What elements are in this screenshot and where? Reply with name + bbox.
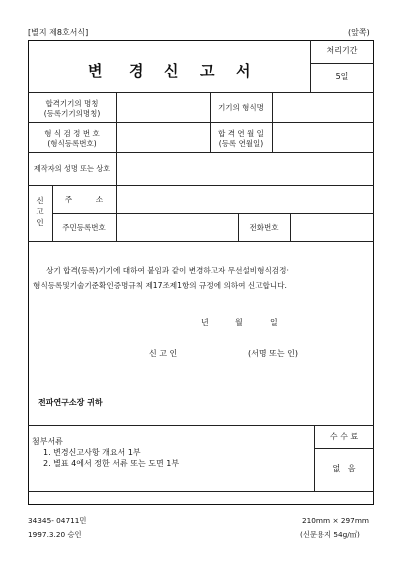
attachment-item: 1. 변경신고사항 개요서 1부: [43, 448, 141, 457]
product-name-label: 합격기기의 명칭 (등록기기의명칭): [43, 99, 101, 118]
paper-size: 210mm × 297mm: [302, 516, 370, 525]
maker-name-label: 제작자의 성명 또는 상호: [33, 164, 111, 173]
date-month-label: 월: [235, 318, 243, 327]
divider: [28, 425, 374, 426]
model-name-label: 기기의 형식명: [218, 103, 264, 112]
title-char: 신: [164, 62, 179, 80]
title-char: 경: [129, 62, 144, 80]
resident-number-label: 주민등록번호: [62, 223, 106, 232]
model-name-field[interactable]: [273, 93, 373, 121]
approval-date-note: 1997.3.20 승인: [28, 530, 82, 539]
fee-value: 없 음: [332, 464, 356, 473]
phone-label: 전화번호: [249, 223, 279, 232]
title-char: 고: [200, 62, 215, 80]
processing-period-label: 처리기간: [326, 46, 358, 55]
form-number-label: [별지 제8호서식]: [28, 28, 89, 37]
address-field[interactable]: [117, 186, 373, 212]
fee-label: 수 수 료: [329, 432, 359, 441]
document-number: 34345- 04711민: [28, 516, 87, 525]
divider: [314, 448, 374, 449]
attachments-heading: 첨부서류: [32, 437, 63, 446]
phone-field[interactable]: [291, 214, 373, 240]
divider: [310, 63, 374, 64]
divider: [28, 241, 374, 242]
signature-field[interactable]: [188, 345, 244, 359]
page-side-label: (앞쪽): [348, 28, 370, 37]
product-name-field[interactable]: [117, 93, 209, 121]
paper-type: (신문용지 54g/㎡): [300, 530, 360, 539]
statement-line-2: 형식등록및기술기준확인증명규칙 제17조제1항의 규정에 의하여 신고합니다.: [33, 281, 287, 290]
title-char: 변: [88, 62, 103, 80]
applicant-signature-label: 신 고 인: [149, 349, 178, 358]
title-char: 서: [236, 62, 251, 80]
date-year-label: 년: [201, 318, 209, 327]
approval-date-field[interactable]: [273, 123, 373, 151]
divider: [28, 491, 374, 492]
processing-period-value: 5일: [335, 72, 349, 81]
approval-number-field[interactable]: [117, 123, 209, 151]
recipient-label: 전파연구소장 귀하: [38, 398, 103, 407]
maker-name-field[interactable]: [117, 153, 373, 184]
applicant-group-label: 신 고 인: [36, 196, 44, 227]
attachment-item: 2. 별표 4에서 정한 서류 또는 도면 1부: [43, 459, 180, 468]
signature-note: (서명 또는 인): [248, 349, 298, 358]
address-label: 주 소: [64, 195, 104, 204]
approval-number-label: 형 식 검 정 번 호 (형식등록번호): [44, 129, 100, 148]
approval-date-label: 합 격 연 월 일 (등록 연월일): [218, 129, 264, 148]
statement-line-1: 상기 합격(등록)기기에 대하여 붙임과 같이 변경하고자 무선설비형식검정·: [46, 266, 289, 275]
resident-number-field[interactable]: [117, 214, 237, 240]
date-day-label: 일: [270, 318, 278, 327]
